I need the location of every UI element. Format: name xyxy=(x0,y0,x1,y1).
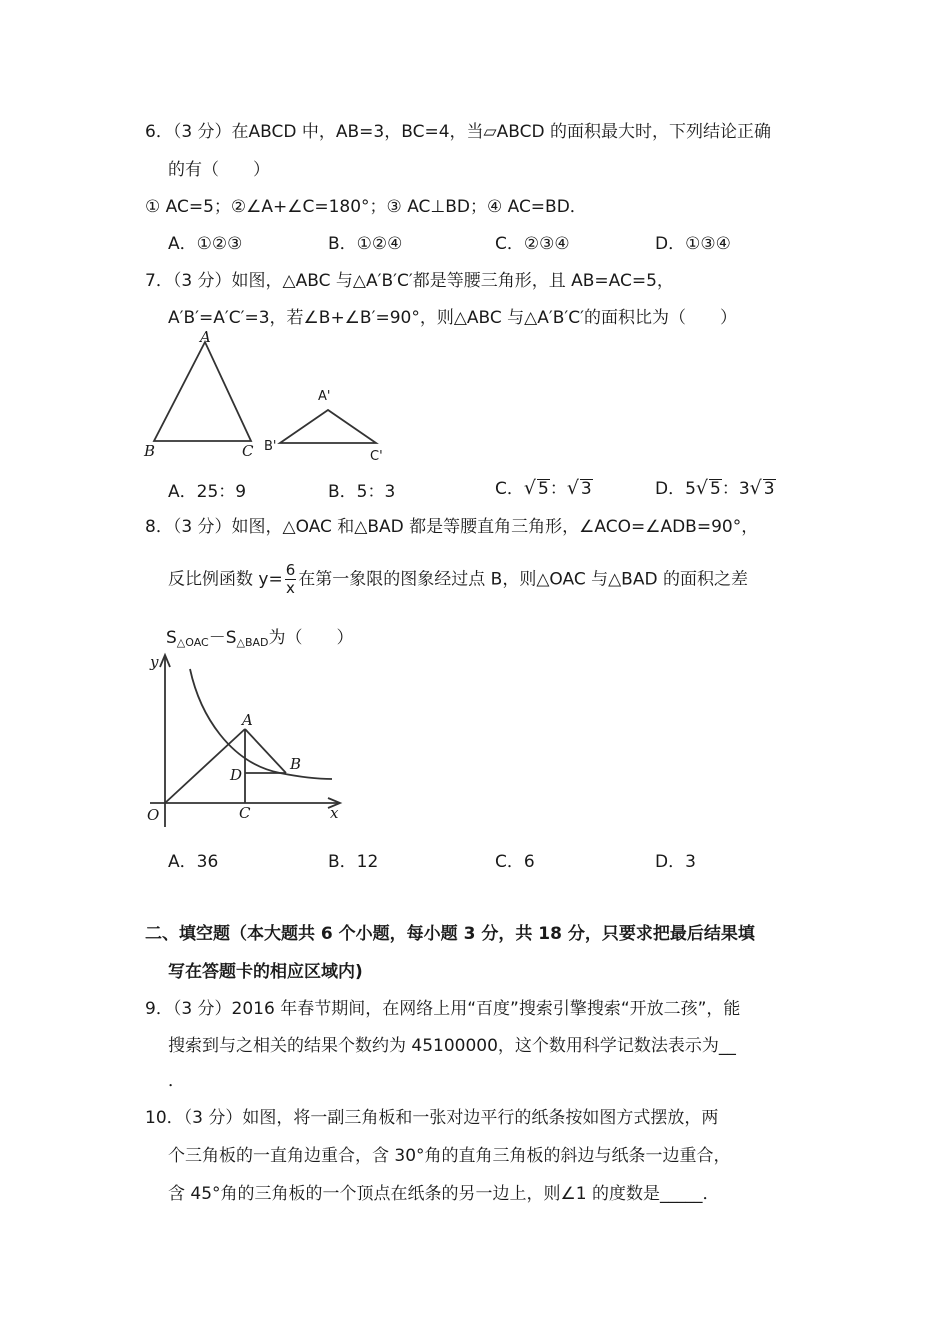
fraction-6-over-x: $\frac{6}{x}$ xyxy=(285,561,296,597)
q8-line2: 反比例函数 y= $\frac{6}{x}$ 在第一象限的图象经过点 B，则△OAC 与△BAD 的面积之差 xyxy=(168,561,748,597)
label-d: D xyxy=(230,766,243,784)
label-c: C xyxy=(242,442,254,460)
q7-option-a: A．25：9 xyxy=(168,482,247,502)
q7-option-d: D．5√ 5：3√ 3 xyxy=(655,477,775,499)
label-a: A xyxy=(242,711,253,729)
label-x: x xyxy=(330,804,339,822)
hyperbola-curve xyxy=(190,669,332,779)
label-y: y xyxy=(150,653,159,671)
triangle-a1b1c1 xyxy=(280,410,376,443)
label-a: A xyxy=(200,330,211,346)
q8-figure xyxy=(140,645,355,830)
q9-line3: ． xyxy=(168,1071,185,1091)
q6-line1: 6．（3 分）在ABCD 中，AB=3，BC=4，当▱ABCD 的面积最大时，下列结论正确 xyxy=(145,122,771,142)
triangle-abc xyxy=(154,342,251,441)
label-o: O xyxy=(147,806,160,824)
section2-heading-line1: 二、填空题（本大题共 6 个小题，每小题 3 分，共 18 分，只要求把最后结果填 xyxy=(145,924,755,944)
segment-ab xyxy=(245,729,286,773)
label-b: B xyxy=(290,755,302,773)
label-c: C xyxy=(239,804,251,822)
q6-option-d: D．①③④ xyxy=(655,234,731,254)
q7-line1: 7．（3 分）如图，△ABC 与△A′B′C′都是等腰三角形，且 AB=AC=5， xyxy=(145,271,674,291)
q6-option-b: B．①②④ xyxy=(328,234,403,254)
label-b-prime: B' xyxy=(264,439,277,454)
label-a-prime: A' xyxy=(318,389,331,404)
q6-option-c: C．②③④ xyxy=(495,234,570,254)
label-c-prime: C' xyxy=(370,449,383,464)
sqrt-3: 3 xyxy=(763,479,775,499)
q6-line2: 的有（ ） xyxy=(168,160,270,180)
q10-line1: 10．（3 分）如图，将一副三角板和一张对边平行的纸条按如图方式摆放，两 xyxy=(145,1108,719,1128)
q7-line2: A′B′=A′C′=3，若∠B+∠B′=90°，则△ABC 与△A′B′C′的面积比为（ ） xyxy=(168,308,737,328)
q8-line3: $S_{\triangle OAC}-S_{\triangle BAD}$为（ ） xyxy=(166,628,354,649)
label-b: B xyxy=(144,442,156,460)
q8-option-b: B．12 xyxy=(328,852,379,872)
q9-line2: 搜索到与之相关的结果个数约为 45100000，这个数用科学记数法表示为__ xyxy=(168,1036,736,1056)
q10-line3: 含 45°角的三角板的一个顶点在纸条的另一边上，则∠1 的度数是_____． xyxy=(168,1184,720,1204)
q8-option-d: D．3 xyxy=(655,852,696,872)
q6-line3: ① AC=5；②∠A+∠C=180°；③ AC⊥BD；④ AC=BD． xyxy=(145,197,587,217)
sqrt-5: 5 xyxy=(710,479,721,499)
sqrt-5: 5 xyxy=(537,479,549,499)
q6-option-a: A．①②③ xyxy=(168,234,243,254)
sqrt-3: 3 xyxy=(580,479,592,499)
q7-figure xyxy=(140,330,400,465)
section2-heading-line2: 写在答题卡的相应区域内) xyxy=(168,962,363,982)
q7-option-c: C．√ 5：√ 3 xyxy=(495,477,592,499)
q7-option-b: B．5：3 xyxy=(328,482,396,502)
q8-option-a: A．36 xyxy=(168,852,219,872)
q8-line1: 8．（3 分）如图，△OAC 和△BAD 都是等腰直角三角形，∠ACO=∠ADB=90°， xyxy=(145,517,759,537)
q10-line2: 个三角板的一直角边重合，含 30°角的直角三角板的斜边与纸条一边重合， xyxy=(168,1146,731,1166)
q9-line1: 9．（3 分）2016 年春节期间，在网络上用“百度”搜索引擎搜索“开放二孩”，能 xyxy=(145,999,741,1019)
q8-option-c: C．6 xyxy=(495,852,535,872)
